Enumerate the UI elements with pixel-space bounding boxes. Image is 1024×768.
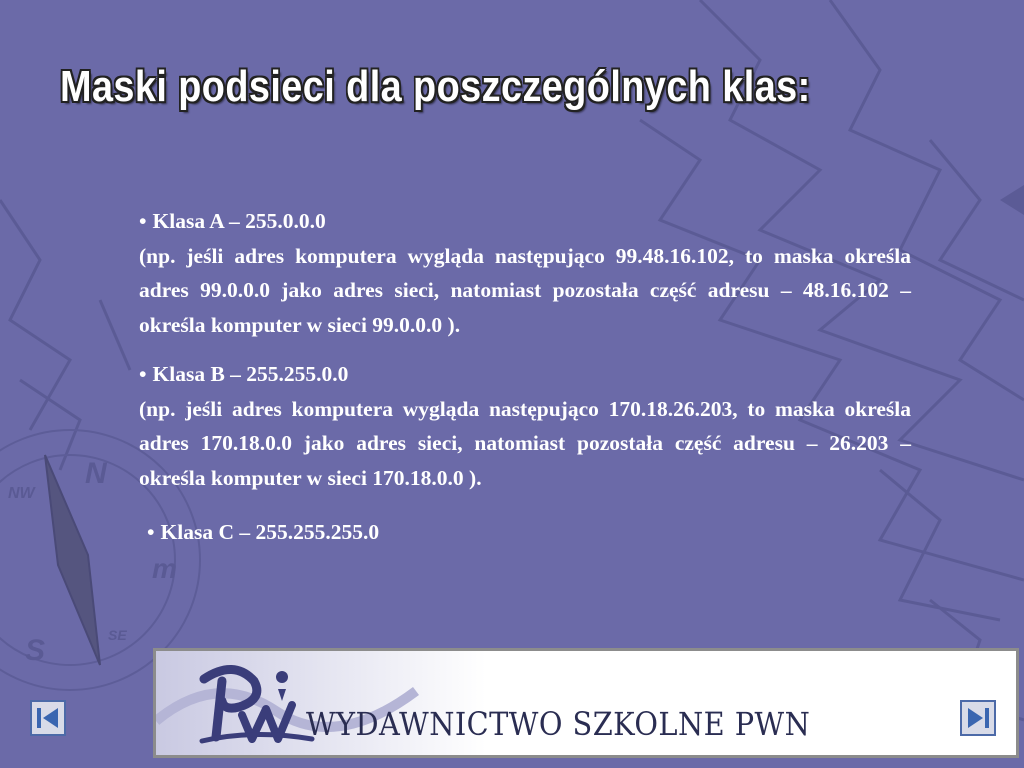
class-a-description: (np. jeśli adres komputera wygląda następująco 99.48.16.102, to maska określa adres 99.0.0.0 jako adres sieci, natomiast pozostała część adresu – 48.16.102 – określa komputer w sieci 99.0.0.0 ).	[139, 243, 911, 337]
bullet: •	[139, 209, 147, 233]
bullet: •	[147, 520, 155, 544]
class-b-item	[139, 357, 911, 495]
class-b-heading	[139, 357, 911, 392]
compass-northwest-label: NW	[8, 485, 35, 502]
class-a-heading-text: Klasa A – 255.0.0.0	[152, 209, 326, 233]
publisher-name: WYDAWNICTWO SZKOLNE PWN	[306, 705, 811, 743]
compass-north-label: N	[85, 457, 107, 490]
publisher-banner	[153, 648, 1019, 758]
skip-forward-icon	[964, 704, 992, 732]
pwn-logo	[194, 659, 324, 751]
next-slide-button[interactable]	[960, 700, 996, 736]
class-c-heading-text: Klasa C – 255.255.255.0	[160, 520, 380, 544]
compass-southeast-label: SE	[108, 627, 127, 643]
slide-title: Maski podsieci dla poszczególnych klas:	[60, 62, 811, 111]
compass-south-label: S	[25, 634, 46, 667]
class-a-item	[139, 204, 911, 342]
class-b-description: (np. jeśli adres komputera wygląda następująco 170.18.26.203, to maska określa adres 170.18.0.0 jako adres sieci, natomiast pozostała część adresu – 26.203 – określa komputer w sieci 170.18.0.0 ).	[139, 396, 911, 490]
skip-back-icon	[34, 704, 62, 732]
class-c-heading	[147, 515, 911, 550]
previous-slide-button[interactable]	[30, 700, 66, 736]
compass-m-label: m	[152, 553, 177, 584]
class-c-item	[139, 515, 911, 550]
bullet: •	[139, 362, 147, 386]
class-a-heading	[139, 204, 911, 239]
slide-content	[139, 204, 911, 550]
class-b-heading-text: Klasa B – 255.255.0.0	[152, 362, 349, 386]
